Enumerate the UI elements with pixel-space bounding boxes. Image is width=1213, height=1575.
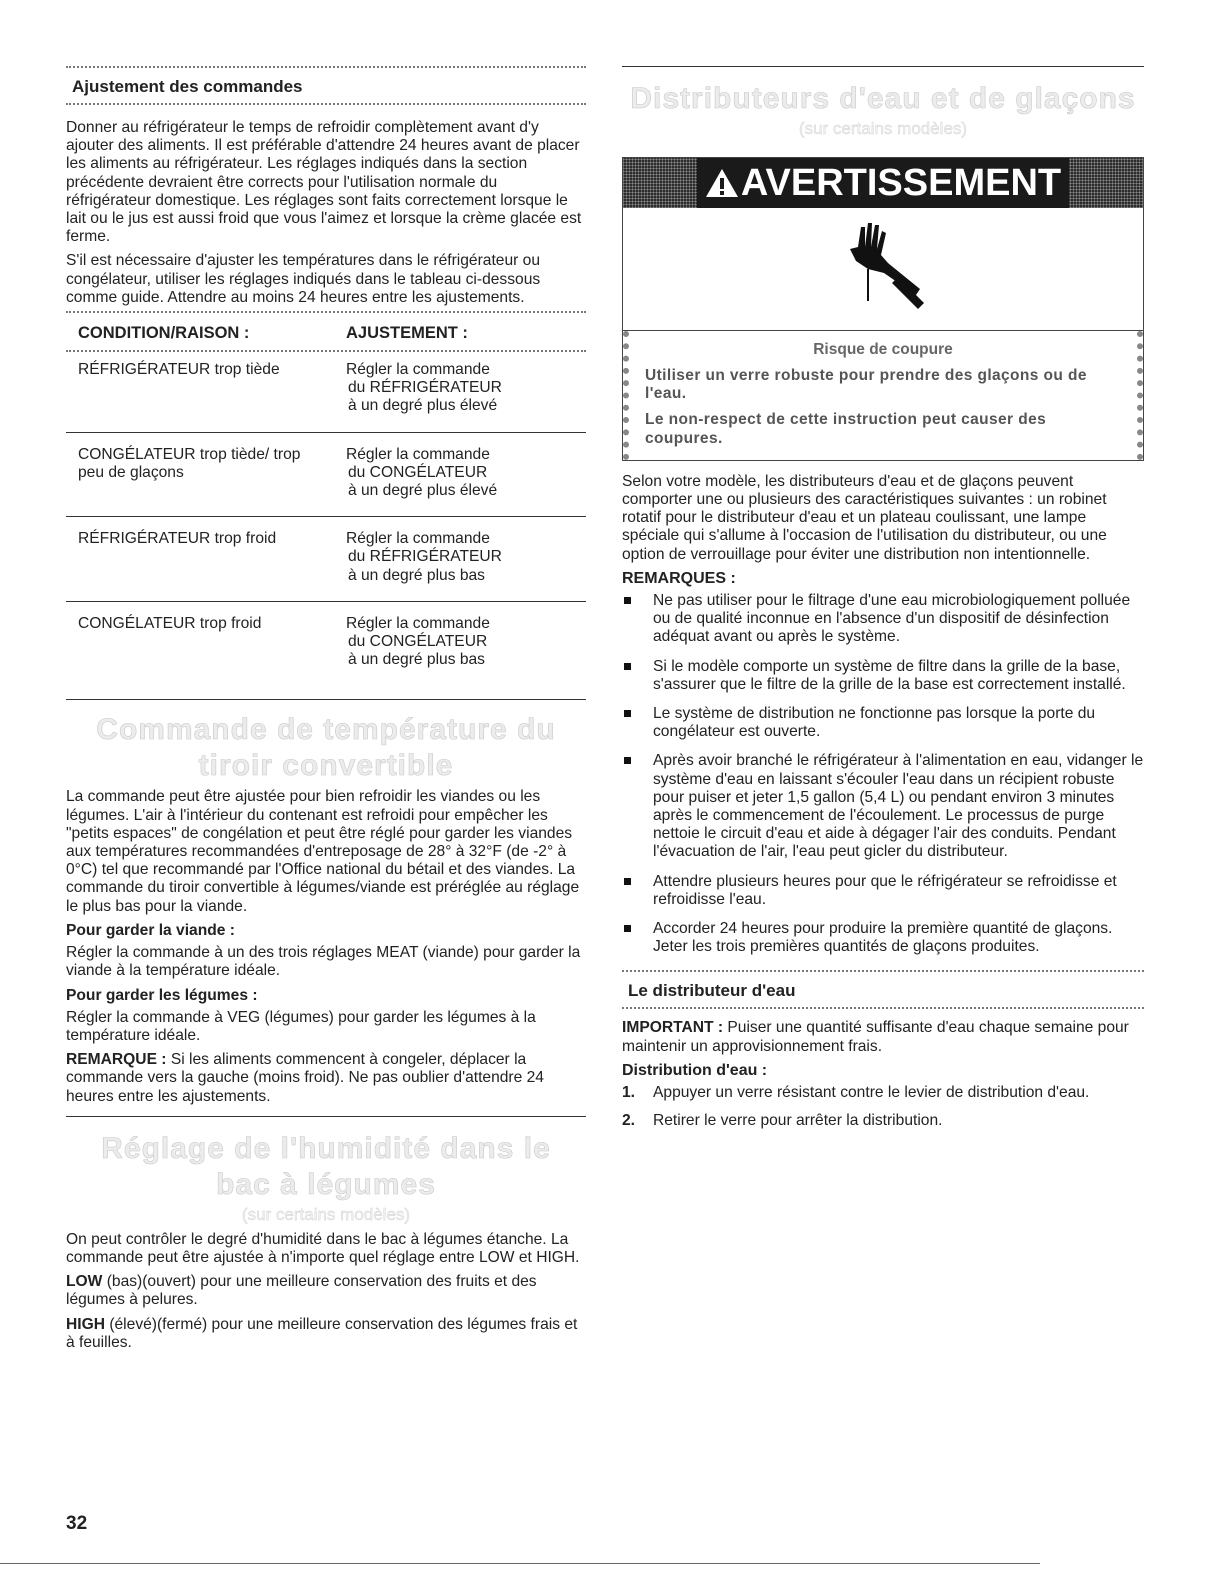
veg-paragraph: Régler la commande à VEG (légumes) pour garder les légumes à la température idéale. bbox=[66, 1008, 536, 1044]
bullet-icon bbox=[624, 710, 631, 717]
table-cell-adjustment bbox=[346, 361, 586, 416]
remark-paragraph bbox=[66, 1051, 586, 1106]
high-label: HIGH bbox=[66, 1315, 105, 1333]
table-cell-adjustment bbox=[346, 530, 586, 585]
left-column bbox=[66, 66, 586, 1358]
table-row bbox=[66, 352, 586, 433]
table-header-adjustment: AJUSTEMENT : bbox=[346, 324, 468, 343]
adjust-line: à un degré plus élevé bbox=[348, 397, 498, 415]
list-item-text: Après avoir branché le réfrigérateur à l'alimentation en eau, vidanger le système d'eau en laissant s'écouler l'eau dans un récipient robuste pour puiser et jeter 1,5 gallon (5,4 L) ou pendant environ 3 minutes après le commencement de l'écoulement. Le processus de purge nettoie le circuit d'eau et aide à dégager l'air des conduits. Pendant l'évacuation de l'air, l'eau peut gicler du distributeur. bbox=[653, 752, 1144, 861]
warning-banner-text: AVERTISSEMENT bbox=[740, 161, 1062, 204]
bullet-icon bbox=[624, 597, 631, 604]
table-row bbox=[66, 433, 586, 518]
list-item bbox=[622, 752, 1144, 861]
adjust-line: du RÉFRIGÉRATEUR bbox=[348, 548, 502, 566]
remark-text: Si les aliments commencent à congeler, déplacer la commande vers la gauche (moins froid). Ne pas oublier d'attendre 24 heures entre les ajustements. bbox=[66, 1051, 544, 1105]
warning-risk: Risque de coupure bbox=[813, 341, 953, 358]
list-item-text: Le système de distribution ne fonctionne pas lorsque la porte du congélateur est ouverte. bbox=[653, 705, 1096, 741]
list-item bbox=[622, 658, 1144, 694]
warning-text bbox=[623, 331, 1143, 460]
veg-heading: Pour garder les légumes : bbox=[66, 986, 258, 1004]
adjust-line: Régler la commande bbox=[346, 530, 490, 548]
list-item-text: Attendre plusieurs heures pour que le réfrigérateur se refroidisse et refroidisse l'eau. bbox=[653, 872, 1117, 908]
dispensers-subtitle: (sur certains modèles) bbox=[798, 119, 968, 138]
important-label: IMPORTANT : bbox=[622, 1019, 724, 1037]
humidity-title: Réglage de l'humidité dans le bac à légumes bbox=[101, 1131, 551, 1201]
table-cell-condition: CONGÉLATEUR trop froid bbox=[78, 614, 262, 632]
list-item-text: Accorder 24 heures pour produire la première quantité de glaçons. Jeter les trois premières quantités de glaçons produites. bbox=[653, 920, 1113, 956]
meat-paragraph: Régler la commande à un des trois réglages MEAT (viande) pour garder la viande à la température idéale. bbox=[66, 944, 581, 980]
list-item-text: Ne pas utiliser pour le filtrage d'une eau microbiologiquement polluée ou de qualité inconnue en l'absence d'un dispositif de désinfection adéquat avant ou après le système. bbox=[653, 592, 1131, 646]
divider bbox=[66, 103, 586, 105]
divider bbox=[622, 1007, 1144, 1009]
humidity-paragraph: On peut contrôler le degré d'humidité dans le bac à légumes étanche. La commande peut être ajustée à n'importe quel réglage entre LOW et HIGH. bbox=[66, 1230, 580, 1266]
warning-triangle-icon bbox=[705, 168, 739, 198]
list-item bbox=[622, 1112, 1144, 1130]
bullet-icon bbox=[624, 878, 631, 885]
adjust-paragraph-1: Donner au réfrigérateur le temps de refroidir complètement avant d'y ajouter des aliments. Il est préférable d'attendre 24 heures avant de placer les aliments au réfrigérateur. Les réglages indiqués dans la section précédente devraient être corrects pour l'utilisation normale du réfrigérateur domestique. Les réglages sont faits correctement lorsque le lait ou le jus est aussi froid que vous l'aimez et lorsque la crème glacée est ferme. bbox=[66, 119, 582, 246]
divider bbox=[66, 1116, 586, 1117]
warning-line-2: Le non-respect de cette instruction peut causer des coupures. bbox=[645, 411, 1047, 447]
table-cell-condition: CONGÉLATEUR trop tiède/ trop peu de glaçons bbox=[78, 445, 301, 481]
right-column bbox=[622, 66, 1144, 1141]
adjust-line: à un degré plus bas bbox=[348, 566, 485, 584]
table-cell-condition: RÉFRIGÉRATEUR trop tiède bbox=[78, 361, 280, 379]
adjust-line: du RÉFRIGÉRATEUR bbox=[348, 379, 502, 397]
divider bbox=[0, 1563, 1040, 1564]
low-label: LOW bbox=[66, 1273, 103, 1291]
warning-banner bbox=[623, 158, 1143, 208]
adjust-line: Régler la commande bbox=[346, 361, 490, 379]
important-text: Puiser une quantité suffisante d'eau chaque semaine pour maintenir un approvisionnement frais. bbox=[622, 1019, 1129, 1055]
warning-line-1: Utiliser un verre robuste pour prendre des glaçons ou de l'eau. bbox=[645, 367, 1087, 403]
divider bbox=[622, 66, 1144, 67]
water-dispenser-title: Le distributeur d'eau bbox=[628, 981, 796, 1001]
steps-list bbox=[622, 1084, 1144, 1130]
divider bbox=[66, 699, 586, 700]
adjust-line: à un degré plus élevé bbox=[348, 482, 498, 500]
warning-box bbox=[622, 157, 1144, 461]
list-item bbox=[622, 705, 1144, 741]
important-paragraph bbox=[622, 1019, 1144, 1055]
table-row bbox=[66, 602, 586, 700]
adjust-line: Régler la commande bbox=[346, 614, 490, 632]
drawer-title: Commande de température du tiroir convertible bbox=[96, 713, 556, 783]
bullet-icon bbox=[624, 757, 631, 764]
table-cell-adjustment bbox=[346, 446, 586, 501]
list-item bbox=[622, 920, 1144, 956]
bullet-icon bbox=[624, 925, 631, 932]
table-header bbox=[66, 313, 586, 350]
adjust-line: Régler la commande bbox=[346, 445, 490, 463]
table-cell-condition: RÉFRIGÉRATEUR trop froid bbox=[78, 530, 277, 548]
table-cell-adjustment bbox=[346, 615, 586, 670]
adjust-line: du CONGÉLATEUR bbox=[348, 633, 488, 651]
hand-cut-hazard-icon bbox=[828, 219, 938, 319]
list-item-text: Si le modèle comporte un système de filtre dans la grille de la base, s'assurer que le filtre de la grille de la base est correctement installé. bbox=[653, 657, 1126, 693]
warning-label bbox=[697, 158, 1069, 208]
adjust-paragraph-2: S'il est nécessaire d'ajuster les températures dans le réfrigérateur ou congélateur, utiliser les réglages indiqués dans le tableau ci-dessous comme guide. Attendre au moins 24 heures entre les ajustements. bbox=[66, 252, 541, 306]
step-text: Retirer le verre pour arrêter la distribution. bbox=[653, 1112, 943, 1130]
meat-heading: Pour garder la viande : bbox=[66, 921, 235, 939]
high-text: (élevé)(fermé) pour une meilleure conservation des légumes frais et à feuilles. bbox=[66, 1315, 578, 1351]
table-row bbox=[66, 517, 586, 602]
adjust-title: Ajustement des commandes bbox=[72, 77, 303, 96]
remarks-list bbox=[622, 592, 1144, 956]
list-item bbox=[622, 873, 1144, 909]
page-number: 32 bbox=[66, 1513, 88, 1534]
dispensers-intro: Selon votre modèle, les distributeurs d'eau et de glaçons peuvent comporter une ou plusieurs des caractéristiques suivantes : un robinet rotatif pour le distributeur d'eau et un plateau coulissant, une lampe spéciale qui s'allume à l'occasion de l'utilisation du distributeur, ou une option de verrouillage pour éviter une distribution non intentionnelle. bbox=[622, 472, 1107, 563]
adjust-line: du CONGÉLATEUR bbox=[348, 463, 488, 481]
low-paragraph bbox=[66, 1273, 586, 1309]
humidity-subtitle: (sur certains modèles) bbox=[241, 1204, 411, 1224]
high-paragraph bbox=[66, 1316, 586, 1352]
step-text: Appuyer un verre résistant contre le levier de distribution d'eau. bbox=[653, 1084, 1090, 1102]
low-text: (bas)(ouvert) pour une meilleure conservation des fruits et des légumes à pelures. bbox=[66, 1273, 537, 1309]
bullet-icon bbox=[624, 663, 631, 670]
dispensers-title: Distributeurs d'eau et de glaçons bbox=[630, 82, 1136, 115]
table-header-condition: CONDITION/RAISON : bbox=[78, 324, 250, 343]
hazard-area bbox=[623, 208, 1143, 331]
distribution-heading: Distribution d'eau : bbox=[622, 1061, 768, 1079]
list-item bbox=[622, 592, 1144, 647]
step-number: 1. bbox=[622, 1084, 636, 1102]
list-item bbox=[622, 1084, 1144, 1102]
adjust-line: à un degré plus bas bbox=[348, 651, 485, 669]
remark-label: REMARQUE : bbox=[66, 1051, 167, 1069]
remarks-heading: REMARQUES : bbox=[622, 569, 736, 587]
drawer-paragraph: La commande peut être ajustée pour bien refroidir les viandes ou les légumes. L'air à l'intérieur du contenant est refroidi pour empêcher les "petits espaces" de congélation et peut être réglé pour garder les viandes aux températures recommandées d'entreposage de 28° à 32°F (de -2° à 0°C) tel que recommandé par l'Office national du bétail et des viandes. La commande du tiroir convertible à légumes/viande est préréglée au réglage le plus bas pour la viande. bbox=[66, 788, 580, 915]
step-number: 2. bbox=[622, 1112, 636, 1130]
